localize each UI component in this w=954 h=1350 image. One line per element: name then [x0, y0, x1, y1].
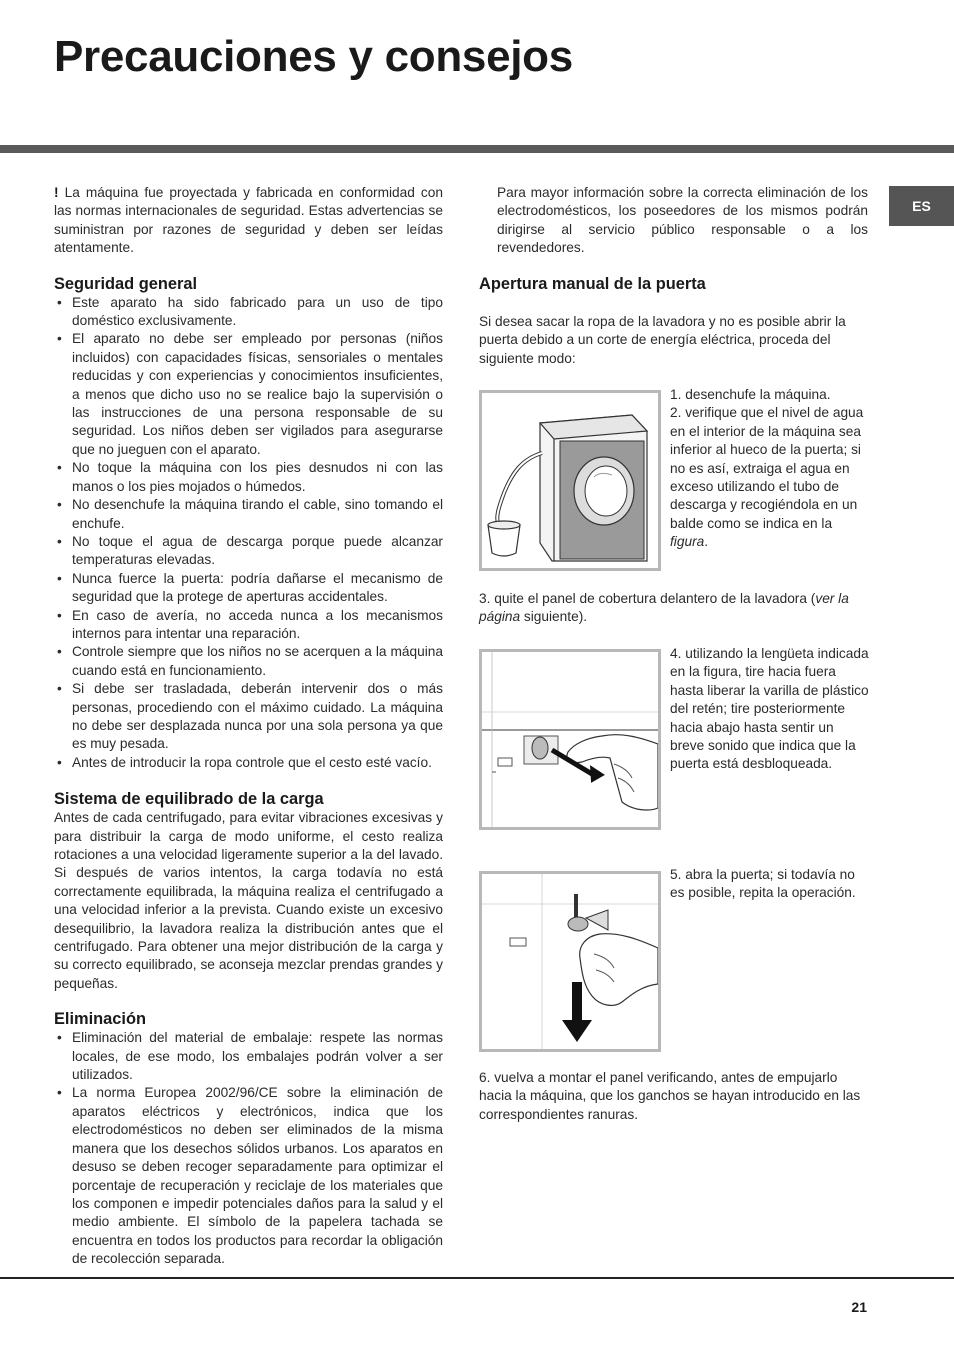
step-6: [479, 1069, 868, 1124]
step-2-emphasis: figura: [670, 534, 705, 550]
step-3-main: 3. quite el panel de cobertura delantero de la lavadora (: [479, 591, 816, 606]
step-6-text: 6. vuelva a montar el panel verificando, antes de empujarlo hacia la máquina, que los ganchos se hayan introducido en las correspondientes ranuras.: [479, 1070, 861, 1122]
seguridad-list: [54, 294, 443, 773]
intro-paragraph: [54, 184, 443, 258]
figure-drain-bucket: [479, 390, 661, 571]
apertura-intro-text: Si desea sacar la ropa de la lavadora y no es posible abrir la puerta debido a un corte de energía eléctrica, proceda del siguiente modo:: [479, 314, 846, 366]
step-1-2: [670, 386, 870, 552]
list-item: • Nunca fuerce la puerta: podría dañarse el mecanismo de seguridad que la protege de aperturas accidentales.: [54, 570, 443, 607]
heading-seguridad-general: Seguridad general: [54, 274, 198, 293]
step-4-text: 4. utilizando la lengüeta indicada en la figura, tire hacia fuera hasta liberar la varilla de plástico del retén; tire posteriormente hacia abajo hasta sentir un breve sonido que indica que la puerta está desbloqueada.: [670, 646, 869, 772]
left-column: [54, 184, 443, 1269]
language-tab: ES: [889, 186, 954, 226]
list-item: • En caso de avería, no acceda nunca a los mecanismos internos para intentar una reparación.: [54, 607, 443, 644]
step-2-text: [670, 404, 870, 551]
list-item: • Antes de introducir la ropa controle que el cesto esté vacío.: [54, 754, 443, 772]
list-item: • No toque la máquina con los pies desnudos ni con las manos o los pies mojados o húmedos.: [54, 459, 443, 496]
step-3: [479, 590, 868, 627]
bottom-divider: [0, 1277, 954, 1279]
heading-sistema-equilibrado: Sistema de equilibrado de la carga: [54, 790, 324, 809]
list-item: • Eliminación del material de embalaje: respete las normas locales, de ese modo, los embalajes podrán volver a ser utilizados.: [54, 1029, 443, 1084]
list-item: • Si debe ser trasladada, deberán intervenir dos o más personas, procediendo con el máximo cuidado. La máquina no debe ser desplazada nunca por una sola persona ya que es muy pesada.: [54, 680, 443, 754]
eliminacion-continued: [497, 184, 868, 258]
page-title: Precauciones y consejos: [54, 32, 573, 81]
eliminacion-list: [54, 1029, 443, 1268]
pull-tab-illustration: [482, 652, 658, 827]
step-5: [670, 866, 870, 903]
apertura-intro: [479, 313, 868, 368]
figure-pull-down: [479, 871, 661, 1052]
list-item: • No desenchufe la máquina tirando el cable, sino tomando el enchufe.: [54, 496, 443, 533]
step-4: [670, 645, 870, 774]
intro-text: La máquina fue proyectada y fabricada en conformidad con las normas internacionales de seguridad. Estas advertencias se suministran por razones de seguridad y deben ser leídas atentamente.: [54, 185, 443, 256]
heading-eliminacion: Eliminación: [54, 1010, 146, 1029]
step-3-emphasis: ver la página: [479, 591, 849, 625]
top-divider: [0, 145, 954, 153]
page-number: 21: [851, 1299, 867, 1315]
heading-apertura-manual: Apertura manual de la puerta: [479, 275, 706, 293]
list-item: • Controle siempre que los niños no se acerquen a la máquina cuando está en funcionamiento.: [54, 643, 443, 680]
step-2-end: .: [704, 534, 709, 550]
list-item: • La norma Europea 2002/96/CE sobre la eliminación de aparatos eléctricos y electrónicos, indica que los electrodomésticos no deben ser eliminados de la misma manera que los desechos sólidos urbanos. Los aparatos en desuso se deben recoger separadamente para optimizar el porcentaje de recuperación y reciclaje de los materiales que los componen e impedir potenciales daños para la salud y el medio ambiente. El símbolo de la papelera tachada se encuentra en todos los productos para recordar la obligación de recolección separada.: [54, 1084, 443, 1268]
list-item: • El aparato no debe ser empleado por personas (niños incluidos) con capacidades físicas, sensoriales o mentales reducidas y con experiencias y conocimientos insuficientes, a menos que dicho uso no se realice bajo la supervisión o las instrucciones de una persona responsable de su seguridad. Los niños deben ser vigilados para asegurarse que no jueguen con el aparato.: [54, 330, 443, 459]
step-1-text: 1. desenchufe la máquina.: [670, 387, 831, 402]
eliminacion-continued-text: Para mayor información sobre la correcta eliminación de los electrodomésticos, los poseedores de los mismos podrán dirigirse al servicio público responsable o a los revendedores.: [497, 185, 868, 256]
list-item: • Este aparato ha sido fabricado para un uso de tipo doméstico exclusivamente.: [54, 294, 443, 331]
list-item: • No toque el agua de descarga porque puede alcanzar temperaturas elevadas.: [54, 533, 443, 570]
equilibrado-paragraph: Antes de cada centrifugado, para evitar vibraciones excesivas y para distribuir la carga de modo uniforme, el cesto realiza rotaciones a una velocidad ligeramente superior a la del lavado. Si después de varios intentos, la carga todavía no está correctamente equilibrada, la máquina realiza el centrifugado a una velocidad inferior a la prevista. Cuando existe un excesivo desequilibrio, la lavadora realiza la distribución antes que el centrifugado. Para obtener una mejor distribución de la carga y su correcto equilibrado, se aconseja mezclar prendas grandes y pequeñas.: [54, 810, 443, 991]
washing-machine-illustration: [482, 393, 658, 568]
warning-mark: !: [54, 185, 59, 200]
figure-pull-tab: [479, 649, 661, 830]
pull-down-illustration: [482, 874, 658, 1049]
step-5-text: 5. abra la puerta; si todavía no es posible, repita la operación.: [670, 867, 856, 901]
step-3-end: siguiente).: [520, 609, 588, 625]
step-3-text: [479, 590, 868, 627]
step-2-main: 2. verifique que el nivel de agua en el interior de la máquina sea inferior al hueco de la puerta; si no es así, extraiga el agua en exceso utilizando el tubo de descarga y recogiéndola en un balde como se indica en la: [670, 405, 864, 531]
